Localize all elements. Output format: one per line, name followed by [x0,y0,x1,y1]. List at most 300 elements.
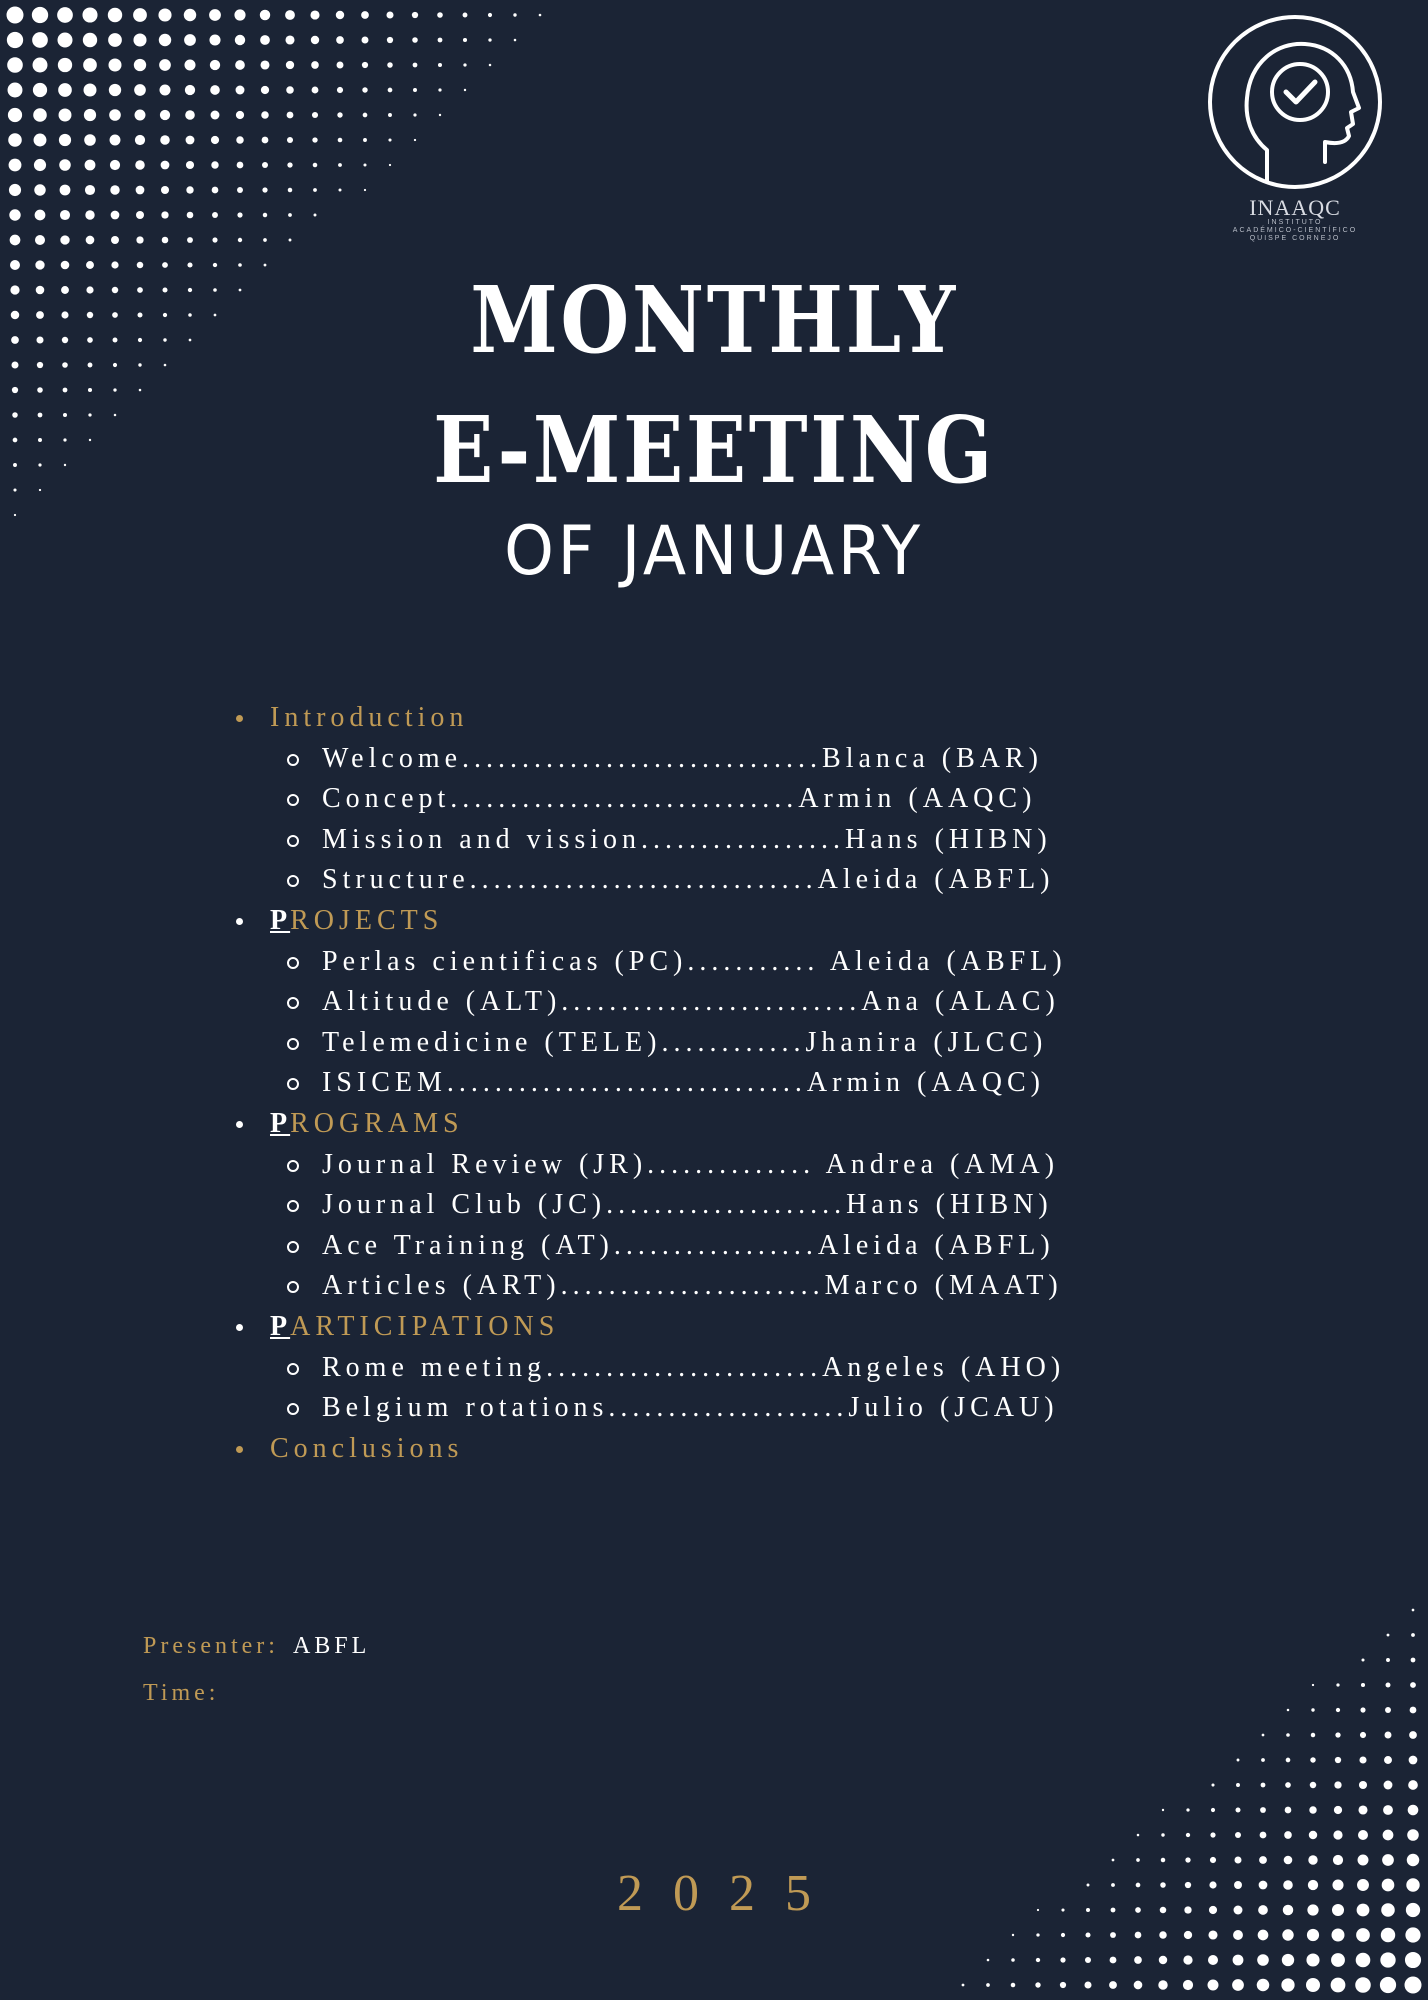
heading-initial: P [270,904,291,936]
halftone-dot [135,110,146,121]
halftone-dot [1405,1927,1420,1942]
halftone-dot [1237,1759,1240,1762]
halftone-dot [158,8,171,21]
halftone-dot [184,9,196,21]
halftone-dot [362,62,368,68]
halftone-dot [63,438,66,441]
halftone-dot [12,412,18,418]
halftone-dot [1360,1732,1366,1738]
halftone-dot [8,108,22,122]
halftone-dot [88,363,93,368]
halftone-dot [89,439,91,441]
halftone-dot [1183,1955,1192,1964]
halftone-dot [1186,1808,1189,1811]
halftone-dot [313,163,318,168]
halftone-dot [1360,1707,1365,1712]
halftone-dot [1281,1978,1294,1991]
agenda-item: Structure.............................Aleida (ABFL) [215,860,1215,901]
halftone-dot [464,89,466,91]
halftone-dot [236,86,245,95]
halftone-dot [86,261,94,269]
halftone-dot [1258,1930,1269,1941]
halftone-dot [263,213,267,217]
halftone-dot [235,60,245,70]
halftone-dot [1257,1979,1270,1992]
halftone-dot [261,86,269,94]
section-heading-participations [270,1307,1215,1348]
halftone-dot [412,12,418,18]
halftone-dot [8,133,22,147]
halftone-dot [1408,1780,1418,1790]
halftone-dot [1380,1952,1395,1967]
halftone-dot [11,336,19,344]
halftone-dot [1260,1832,1267,1839]
halftone-dot [1408,1805,1419,1816]
halftone-dot [109,84,121,96]
halftone-dot [1060,1982,1066,1988]
halftone-dot [1162,1809,1164,1811]
halftone-dot [61,286,69,294]
halftone-dot [1084,1981,1091,1988]
halftone-dot [337,112,342,117]
halftone-dot [1312,1684,1314,1686]
halftone-dot [161,161,170,170]
halftone-dot [39,489,41,491]
halftone-dot [1282,1929,1293,1940]
halftone-dot [1085,1932,1090,1937]
time-label: Time: [143,1680,220,1706]
halftone-dot [337,62,344,69]
halftone-dot [86,286,93,293]
halftone-dot [1358,1830,1368,1840]
halftone-dot [1335,1732,1340,1737]
halftone-dot [159,34,171,46]
halftone-dot [59,159,71,171]
halftone-dot [1285,1782,1291,1788]
agenda-item: Concept.............................Armin (AAQC) [215,779,1215,820]
halftone-dot [36,336,43,343]
halftone-dot [388,138,391,141]
halftone-dot [463,13,468,18]
halftone-dot [260,35,270,45]
halftone-dot [136,211,144,219]
halftone-dot [63,413,67,417]
halftone-dot [1110,1957,1117,1964]
halftone-dot [438,88,441,91]
halftone-dot [1336,1708,1340,1712]
presenter-value: ABFL [292,1633,371,1659]
halftone-dot [186,186,193,193]
halftone-dot [1208,1955,1218,1965]
halftone-dot [7,57,23,73]
halftone-dot [237,212,242,217]
halftone-dot [1085,1957,1091,1963]
halftone-dot [161,211,168,218]
halftone-dot [86,236,95,245]
halftone-dot [88,413,91,416]
halftone-dot [386,11,393,18]
halftone-dot [1286,1733,1290,1737]
halftone-dot [438,38,443,43]
halftone-dot [12,387,18,393]
halftone-dot [311,61,319,69]
halftone-dot [38,463,41,466]
halftone-dot [64,464,66,466]
halftone-dot [37,362,43,368]
halftone-dot [1380,1977,1396,1993]
halftone-dot [1409,1731,1417,1739]
section-heading-introduction: Introduction [270,702,469,733]
halftone-dot [108,33,122,47]
halftone-dot [439,114,441,116]
halftone-dot [187,237,193,243]
logo-subtitle-2: ACADÉMICO-CIENTÍFICO [1232,227,1358,234]
agenda-item: Perlas cientificas (PC)........... Aleida (ABFL) [215,942,1215,983]
halftone-dot [83,58,97,72]
halftone-dot [57,7,73,23]
title-of-january: OF JANUARY [504,512,924,591]
halftone-dot [1306,1978,1320,1992]
halftone-dot [363,113,368,118]
heading-initial: P [270,1310,291,1342]
halftone-dot [236,111,244,119]
halftone-dot [1334,1781,1341,1788]
halftone-dot [1359,1781,1367,1789]
halftone-dot [986,1983,990,1987]
halftone-dot [60,235,69,244]
halftone-dot [1134,1981,1143,1990]
halftone-dot [1407,1829,1419,1841]
halftone-dot [1211,1783,1214,1786]
presenter-line [143,1631,370,1661]
halftone-dot [1287,1709,1290,1712]
halftone-dot [185,85,195,95]
halftone-dot [388,113,392,117]
halftone-dot [489,64,492,67]
halftone-dot [361,11,369,19]
halftone-dot [1361,1658,1364,1661]
halftone-dot [539,14,542,17]
halftone-dot [1011,1958,1015,1962]
halftone-dot [387,37,393,43]
halftone-dot [463,38,467,42]
halftone-dot [1232,1979,1244,1991]
halftone-dot [1310,1782,1316,1788]
halftone-dot [1409,1756,1418,1765]
halftone-dot [287,162,292,167]
agenda-item: Ace Training (AT).................Aleida (ABFL) [215,1226,1215,1267]
agenda-item: Telemedicine (TELE)............Jhanira (JLCC) [215,1023,1215,1064]
halftone-dot [1257,1954,1269,1966]
halftone-dot [364,189,366,191]
halftone-dot [1012,1934,1014,1936]
halftone-dot [362,87,367,92]
agenda-item: ISICEM..............................Armin (AAQC) [215,1063,1215,1104]
heading-initial: P [270,1107,291,1139]
halftone-dot [337,87,343,93]
halftone-dot [438,63,442,67]
halftone-dot [1410,1682,1416,1688]
agenda-item: Mission and vission.................Hans (HIBN) [215,820,1215,861]
agenda-section-projects [215,901,1215,1104]
title-e-meeting: E-MEETING [433,396,995,504]
halftone-dot [36,311,44,319]
halftone-dot [88,388,92,392]
halftone-dot [1159,1931,1167,1939]
agenda-section-introduction [215,698,1215,901]
halftone-dot [35,235,45,245]
halftone-dot [38,438,42,442]
halftone-dot [1208,1980,1219,1991]
halftone-dot [513,13,516,16]
halftone-dot [9,184,21,196]
halftone-dot [7,32,23,48]
halftone-dot [1311,1708,1314,1711]
halftone-dot [212,187,219,194]
halftone-dot [363,163,366,166]
halftone-dot [1159,1956,1167,1964]
halftone-dot [311,36,319,44]
halftone-dot [32,32,48,48]
halftone-dot [212,237,217,242]
halftone-dot [363,138,367,142]
halftone-dot [286,61,294,69]
halftone-dot [109,109,121,121]
halftone-dot [136,236,143,243]
halftone-dot [211,111,220,120]
halftone-dot [36,286,45,295]
head-check-logo-icon [1205,12,1385,192]
halftone-dot [237,162,244,169]
halftone-dot [234,9,245,20]
halftone-dot [133,33,146,46]
halftone-dot [1411,1658,1416,1663]
halftone-dot [1161,1833,1164,1836]
year: 2025 [617,1865,841,1922]
halftone-dot [285,35,294,44]
halftone-dot [1036,1958,1040,1962]
halftone-dot [38,413,43,418]
halftone-dot [288,213,292,217]
halftone-dot [37,387,43,393]
heading-rest: ROGRAMS [290,1107,464,1139]
halftone-dot [1386,1658,1390,1662]
halftone-dot [1261,1758,1265,1762]
halftone-dot [111,236,119,244]
halftone-dot [285,10,295,20]
halftone-dot [1411,1633,1415,1637]
halftone-dot [263,238,267,242]
halftone-dot [10,235,21,246]
halftone-dot [211,161,218,168]
halftone-dot [1236,1808,1241,1813]
section-heading-conclusions: Conclusions [270,1432,464,1464]
halftone-dot [1387,1634,1390,1637]
agenda-item: Journal Club (JC)....................Hans (HIBN) [215,1185,1215,1226]
halftone-dot [1236,1783,1240,1787]
halftone-dot [388,88,393,93]
halftone-dot [338,138,343,143]
halftone-dot [212,212,218,218]
halftone-dot [210,60,220,70]
halftone-dot [362,37,369,44]
halftone-dot [1332,1929,1345,1942]
halftone-dot [1359,1756,1366,1763]
halftone-dot [1284,1831,1292,1839]
halftone-dot [1385,1732,1392,1739]
halftone-dot [8,83,23,98]
halftone-dot [63,388,68,393]
halftone-dot [312,137,317,142]
agenda-section-participations [215,1307,1215,1429]
section-heading-programs [270,1104,1215,1145]
halftone-dot [82,7,97,22]
halftone-dot [1060,1957,1065,1962]
halftone-dot [1356,1928,1370,1942]
halftone-dot [33,83,47,97]
halftone-dot [1405,1977,1422,1994]
halftone-dot [113,388,116,391]
halftone-dot [1383,1805,1393,1815]
halftone-dot [310,10,319,19]
halftone-dot [413,113,416,116]
halftone-dot [58,83,72,97]
halftone-dot [1134,1956,1142,1964]
agenda-item: Rome meeting.......................Angeles (AHO) [215,1348,1215,1389]
halftone-dot [61,311,68,318]
halftone-dot [1310,1757,1315,1762]
halftone-dot [134,59,146,71]
halftone-dot [1184,1931,1192,1939]
halftone-dot [87,337,93,343]
halftone-dot [312,112,318,118]
halftone-dot [262,187,267,192]
halftone-dot [160,85,171,96]
halftone-dot [59,109,72,122]
halftone-dot [260,10,270,20]
halftone-dot [34,184,45,195]
halftone-dot [187,212,194,219]
halftone-dot [85,160,96,171]
agenda-item: Welcome..............................Blanca (BAR) [215,739,1215,780]
halftone-dot [1110,1932,1116,1938]
halftone-dot [314,214,317,217]
halftone-dot [1282,1954,1294,1966]
halftone-dot [209,34,220,45]
halftone-dot [514,39,517,42]
halftone-dot [33,58,48,73]
halftone-dot [13,488,16,491]
halftone-dot [1035,1982,1040,1987]
halftone-dot [962,1984,965,1987]
halftone-dot [339,189,342,192]
agenda-list [215,698,1215,1469]
halftone-dot [1356,1953,1371,1968]
halftone-dot [262,162,268,168]
halftone-dot [338,163,342,167]
halftone-dot [1307,1929,1319,1941]
halftone-dot [262,137,269,144]
halftone-dot [260,60,269,69]
section-heading-projects [270,901,1215,942]
halftone-dot [288,188,293,193]
halftone-dot [312,87,319,94]
agenda-section-programs [215,1104,1215,1307]
halftone-dot [110,160,120,170]
halftone-dot [1335,1757,1341,1763]
halftone-dot [35,210,46,221]
halftone-dot [389,164,391,166]
halftone-dot [413,88,417,92]
halftone-dot [1385,1707,1391,1713]
halftone-dot [60,185,71,196]
halftone-dot [1262,1734,1265,1737]
halftone-dot [1410,1707,1417,1714]
halftone-dot [235,35,245,45]
logo-subtitle-1: INSTITUTO [1267,219,1323,226]
halftone-dot [1405,1952,1421,1968]
halftone-dot [463,63,466,66]
halftone-dot [186,136,195,145]
halftone-dot [488,13,492,17]
halftone-dot [186,161,194,169]
halftone-dot [488,38,491,41]
halftone-dot [1061,1933,1065,1937]
halftone-dot [34,159,46,171]
halftone-dot [237,187,243,193]
halftone-dot [1158,1980,1167,1989]
halftone-dot [135,160,145,170]
halftone-dot [1384,1781,1393,1790]
halftone-dot [9,209,20,220]
halftone-dot [1386,1683,1391,1688]
halftone-dot [437,12,443,18]
halftone-dot [987,1959,990,1962]
halftone-dot [1358,1805,1367,1814]
halftone-dot [62,337,68,343]
halftone-dot [1186,1833,1190,1837]
halftone-dot [1235,1832,1241,1838]
halftone-dot [85,185,95,195]
time-line [143,1678,219,1708]
halftone-dot [414,139,416,141]
halftone-dot [1285,1807,1292,1814]
halftone-dot [286,86,294,94]
halftone-dot [1383,1830,1394,1841]
halftone-dot [85,210,94,219]
halftone-dot [1137,1834,1140,1837]
halftone-dot [261,111,269,119]
halftone-dot [336,36,344,44]
halftone-dot [32,7,48,23]
halftone-dot [58,58,72,72]
halftone-dot [1309,1806,1316,1813]
halftone-dot [1306,1953,1319,1966]
halftone-dot [1208,1930,1217,1939]
halftone-dot [387,62,393,68]
halftone-dot [59,134,71,146]
halftone-dot [313,188,317,192]
halftone-dot [14,514,16,516]
halftone-dot [210,85,220,95]
halftone-dot [1109,1981,1117,1989]
halftone-dot [60,210,70,220]
halftone-dot [287,112,294,119]
halftone-dot [84,84,97,97]
halftone-dot [1036,1933,1039,1936]
halftone-dot [1135,1932,1142,1939]
halftone-dot [161,186,169,194]
